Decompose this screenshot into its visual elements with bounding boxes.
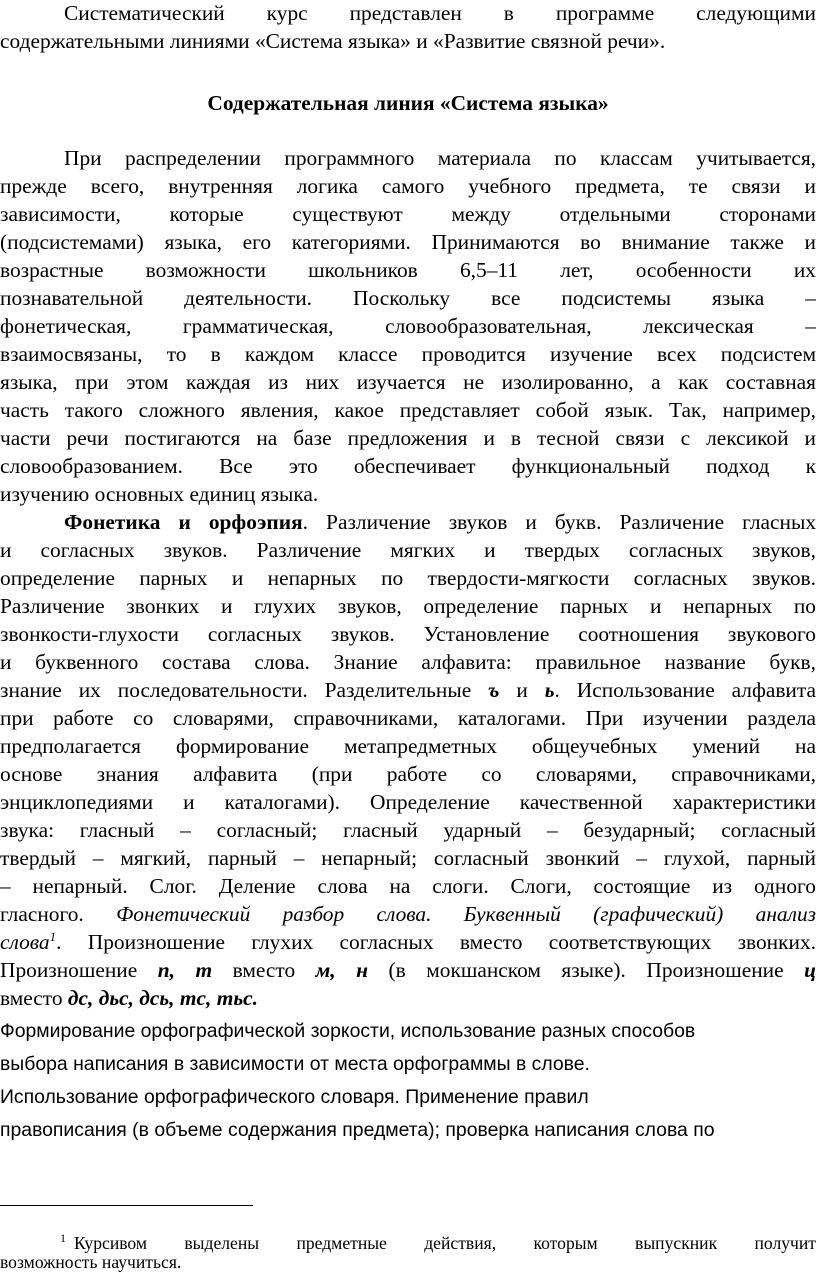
paragraph-line: словообразованием. Все это обеспечивает функциональный подход к <box>0 454 816 478</box>
footnote-line-1: $^1$ Курсивом выделены предметные действия, которым выпускник получит <box>60 1231 816 1253</box>
paragraph-line: правописания (в объеме содержания предмета); проверка написания слова по <box>0 1119 715 1141</box>
paragraph-line: языка, при этом каждая из них изучается не изолированно, а как составная <box>0 370 816 394</box>
paragraph-line: предполагается формирование метапредметных общеучебных умений на <box>0 734 816 758</box>
paragraph-line: знание их последовательности. Разделительные ъ и ь. Использование алфавита <box>0 678 816 702</box>
soft-sign: ь <box>544 678 555 702</box>
paragraph-line: основе знания алфавита (при работе со словарями, справочниками, <box>0 762 816 786</box>
paragraph-line: выбора написания в зависимости от места орфограммы в слове. <box>0 1053 590 1075</box>
paragraph-line: зависимости, которые существуют между отдельными сторонами <box>0 202 816 226</box>
paragraph-line: При распределении программного материала по классам учитывается, <box>64 146 816 170</box>
paragraph-line: и согласных звуков. Различение мягких и твердых согласных звуков, <box>0 538 816 562</box>
paragraph-line: и буквенного состава слова. Знание алфавита: правильное название букв, <box>0 650 816 674</box>
footnote-number: 1 <box>60 1231 66 1245</box>
paragraph-line: взаимосвязаны, то в каждом классе проводится изучение всех подсистем <box>0 342 816 366</box>
paragraph-line: Различение звонких и глухих звуков, определение парных и непарных по <box>0 594 816 618</box>
footnote-mark[interactable]: 1 <box>49 928 57 944</box>
paragraph-line: энциклопедиями и каталогами). Определение качественной характеристики <box>0 790 816 814</box>
paragraph-line: Использование орфографического словаря. Применение правил <box>0 1086 589 1108</box>
paragraph-line: звука: гласный – согласный; гласный ударный – безударный; согласный <box>0 818 816 842</box>
intro-line-1: Систематический курс представлен в программе следующими <box>64 1 816 25</box>
footnote-line-2: возможность научиться. <box>0 1252 182 1272</box>
paragraph-line: (подсистемами) языка, его категориями. Принимаются во внимание также и <box>0 230 816 254</box>
hard-sign: ъ <box>488 678 500 702</box>
footnote-separator <box>0 1205 253 1206</box>
paragraph-line: – непарный. Слог. Деление слова на слоги. Слоги, состоящие из одного <box>0 874 816 898</box>
paragraph-line: Фонетика и орфоэпия. Различение звуков и букв. Различение гласных <box>64 510 816 534</box>
paragraph-line: Произношение п, т вместо м, н (в мокшанском языке). Произношение ц <box>0 958 816 982</box>
intro-line-2: содержательными линиями «Система языка» и «Развитие связной речи». <box>0 29 666 53</box>
paragraph-line: слова$^1$. Произношение глухих согласных вместо соответствующих звонких. <box>0 928 816 954</box>
paragraph-line: определение парных и непарных по твердости-мягкости согласных звуков. <box>0 566 816 590</box>
section-heading: Содержательная линия «Система языка» <box>207 91 609 115</box>
term-phonetics: Фонетика и орфоэпия <box>64 510 303 534</box>
paragraph-line: фонетическая, грамматическая, словообразовательная, лексическая – <box>0 314 816 338</box>
paragraph-line: твердый – мягкий, парный – непарный; согласный звонкий – глухой, парный <box>0 846 816 870</box>
paragraph-line: возрастные возможности школьников 6,5–11 лет, особенности их <box>0 258 816 282</box>
paragraph-line: прежде всего, внутренняя логика самого учебного предмета, те связи и <box>0 174 816 198</box>
paragraph-line: гласного. Фонетический разбор слова. Буквенный (графический) анализ <box>0 902 816 926</box>
paragraph-line: часть такого сложного явления, какое представляет собой язык. Так, например, <box>0 398 816 422</box>
paragraph-line: вместо дс, дьс, дсь, тс, тьс. <box>0 986 258 1010</box>
paragraph-line: Формирование орфографической зоркости, использование разных способов <box>0 1020 696 1042</box>
paragraph-line: звонкости-глухости согласных звуков. Установление соотношения звукового <box>0 622 816 646</box>
paragraph-line: при работе со словарями, справочниками, каталогами. При изучении раздела <box>0 706 816 730</box>
paragraph-line: познавательной деятельности. Поскольку все подсистемы языка – <box>0 286 816 310</box>
paragraph-line: части речи постигаются на базе предложения и в тесной связи с лексикой и <box>0 426 816 450</box>
paragraph-line: изучению основных единиц языка. <box>0 482 319 506</box>
